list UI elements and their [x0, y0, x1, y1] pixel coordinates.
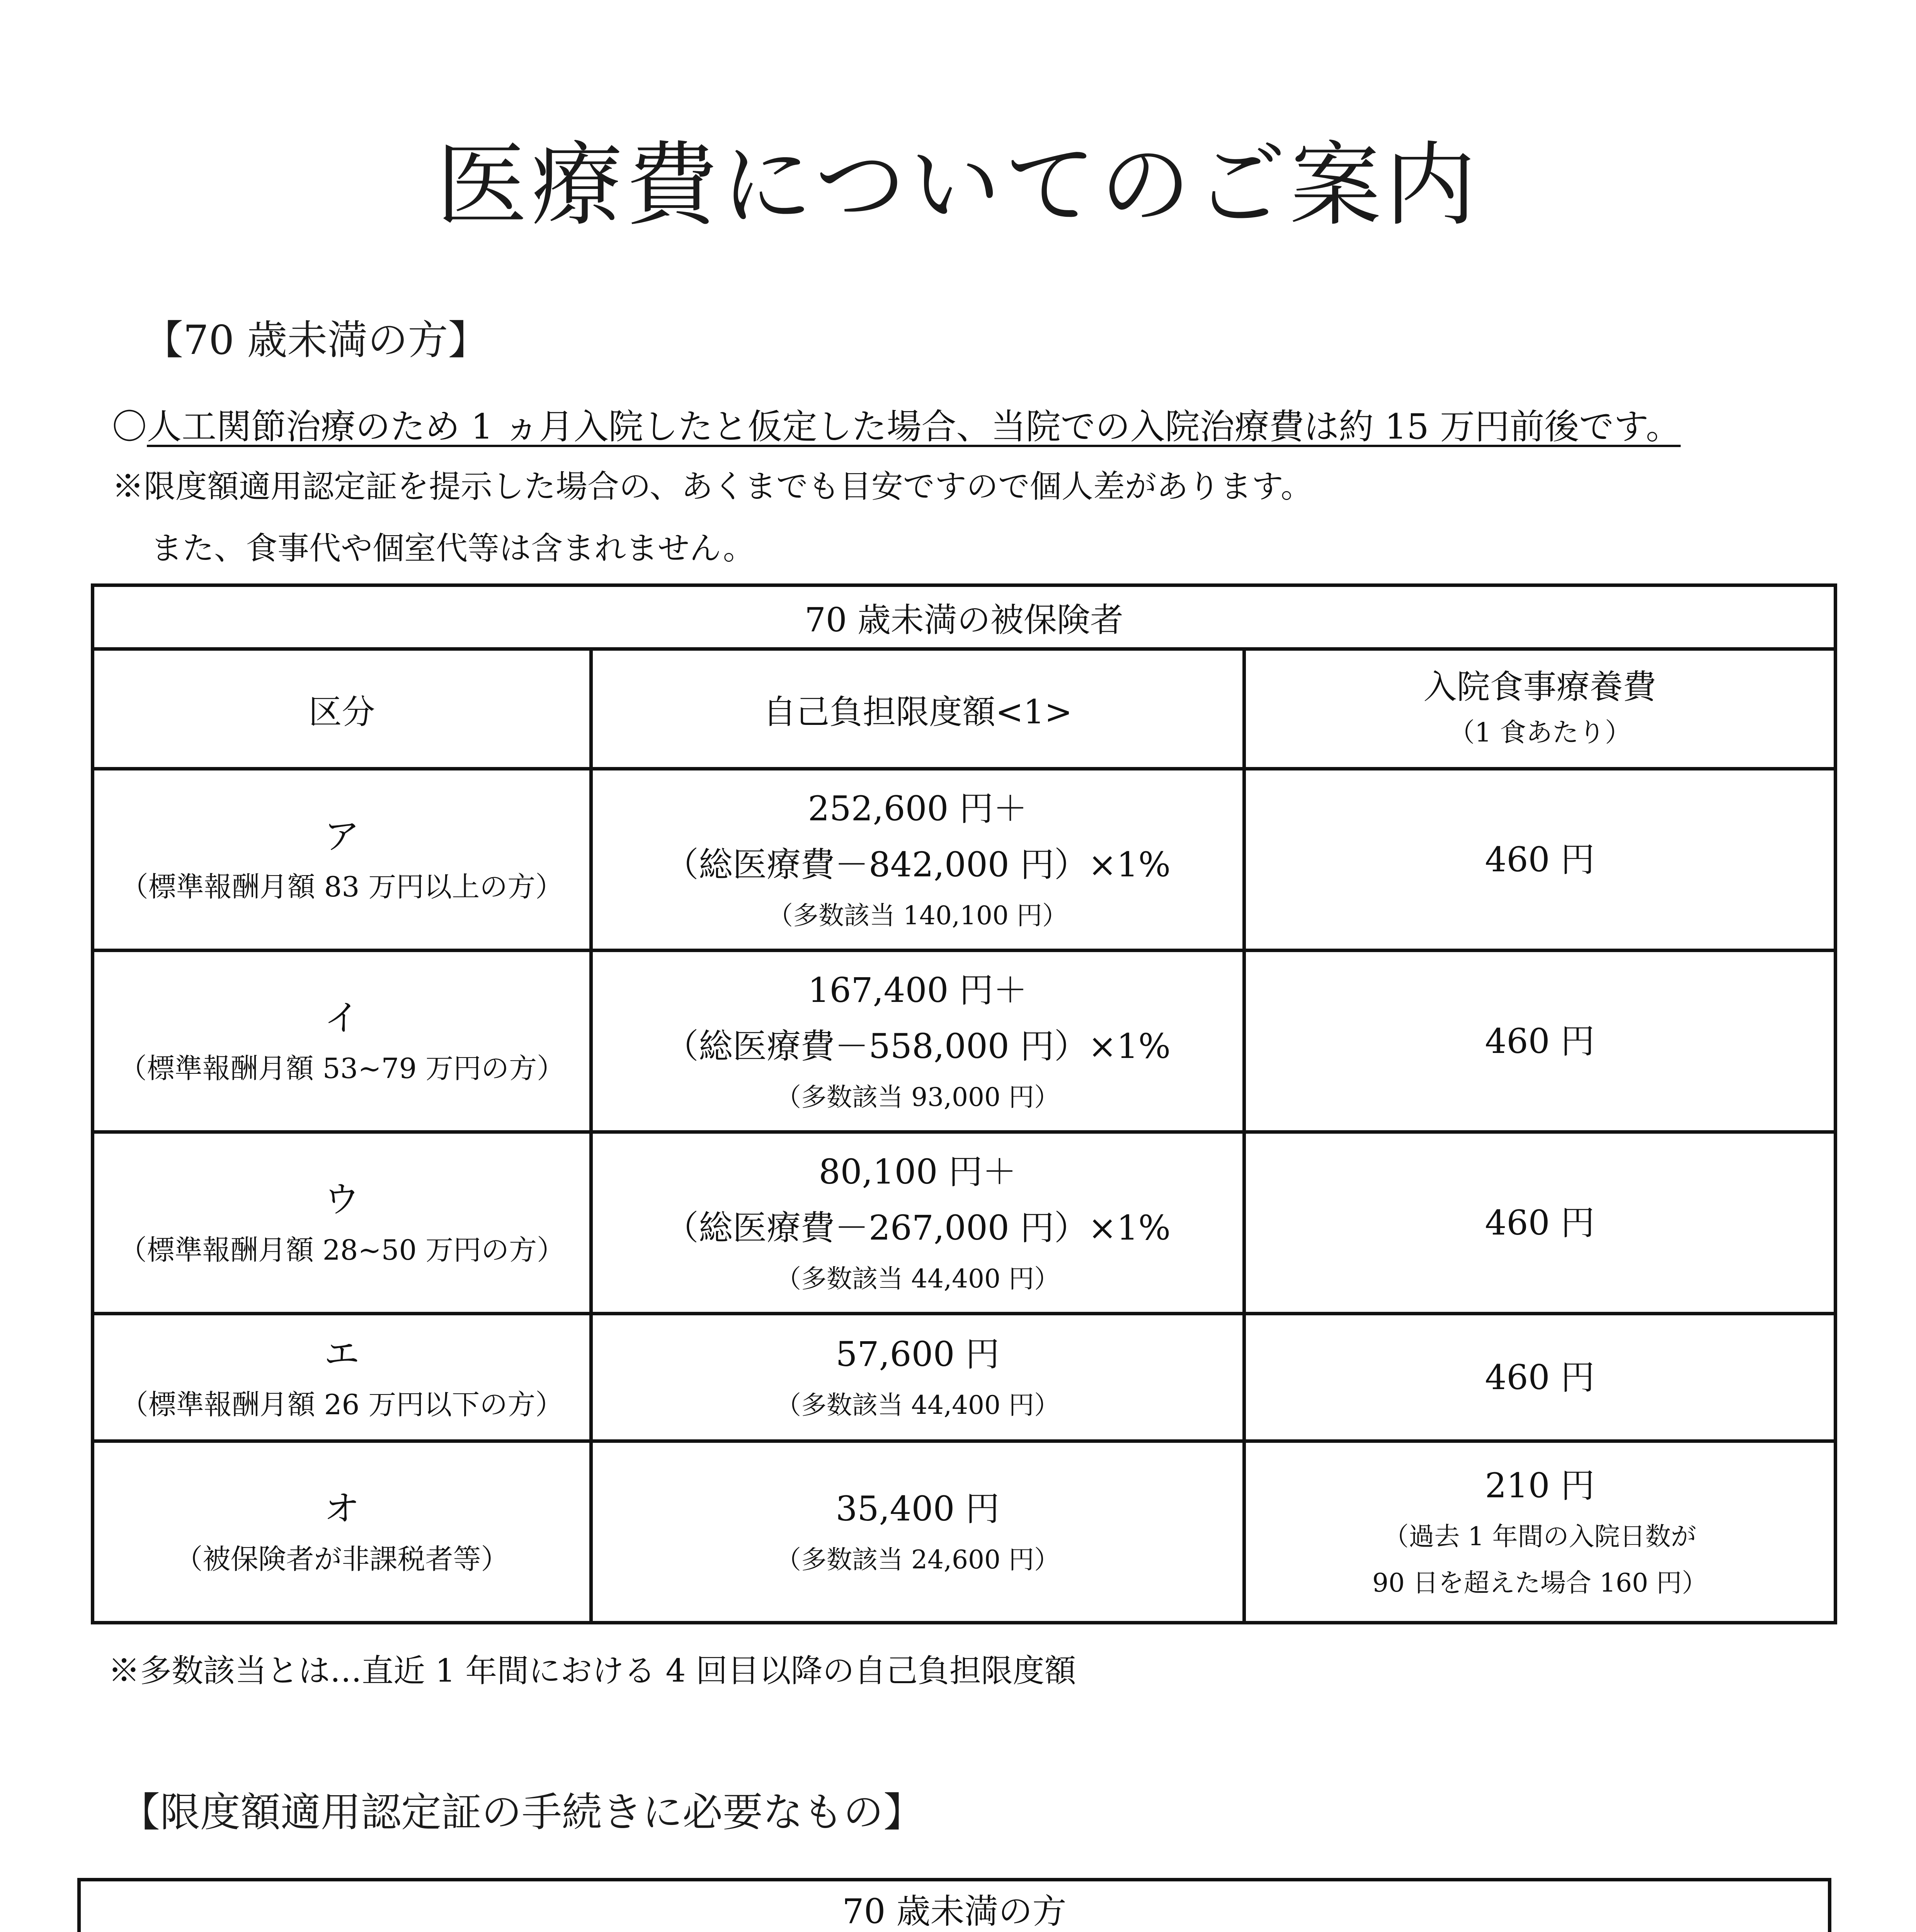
- limit-base: 252,600 円＋: [808, 788, 1028, 828]
- meal-cost: 460 円: [1244, 769, 1836, 951]
- meal-header-label: 入院食事療養費: [1423, 667, 1656, 706]
- limit-multiple: （多数該当 24,600 円）: [776, 1545, 1060, 1575]
- category-class: ア: [324, 815, 360, 857]
- limit-cell: [591, 1314, 1244, 1441]
- table-row: [93, 1441, 1836, 1623]
- category-cell: [93, 1314, 591, 1441]
- limit-multiple: （多数該当 44,400 円）: [776, 1390, 1060, 1420]
- section-heading-under-70: 【70 歳未満の方】: [143, 316, 488, 364]
- table-row: [93, 951, 1836, 1132]
- table-title: 70 歳未満の方: [79, 1880, 1830, 1932]
- meal-cost: 460 円: [1244, 1314, 1836, 1441]
- table-title: 70 歳未満の被保険者: [93, 585, 1836, 649]
- meal-cell: [1244, 1441, 1836, 1623]
- meal-cost: 460 円: [1244, 951, 1836, 1132]
- meal-cost: 210 円: [1485, 1466, 1595, 1505]
- category-note: （標準報酬月額 53~79 万円の方）: [119, 1052, 565, 1085]
- category-class: エ: [324, 1333, 360, 1375]
- category-note: （標準報酬月額 28~50 万円の方）: [119, 1233, 565, 1266]
- lead-underlined-text: 人工関節治療のため 1 ヵ月入院したと仮定した場合、当院での入院治療費は約 15 万円前後です。: [147, 406, 1681, 447]
- category-note: （標準報酬月額 26 万円以下の方）: [120, 1388, 563, 1421]
- category-cell: [93, 769, 591, 951]
- limit-base: 80,100 円＋: [818, 1151, 1017, 1192]
- column-header-row: [93, 649, 1836, 769]
- col-header-category: 区分: [93, 649, 591, 769]
- col-header-limit: 自己負担限度額<1>: [591, 649, 1244, 769]
- category-cell: [93, 1132, 591, 1314]
- category-class: オ: [324, 1488, 360, 1529]
- col-header-meal: [1244, 649, 1836, 769]
- meal-note-line2: 90 日を超えた場合 160 円）: [1372, 1568, 1707, 1598]
- procedure-table: [77, 1878, 1831, 1932]
- note-line-1: ※限度額適用認定証を提示した場合の、あくまでも目安ですので個人差があります。: [112, 468, 1313, 505]
- page-title: 医療費についてのご案内: [436, 132, 1480, 238]
- meal-cost: 460 円: [1244, 1132, 1836, 1314]
- limit-base: 167,400 円＋: [808, 970, 1028, 1010]
- lead-circle-mark: 〇: [112, 406, 147, 447]
- limit-formula: （総医療費－842,000 円）×1%: [664, 844, 1171, 884]
- category-note: （被保険者が非課税者等）: [175, 1543, 509, 1575]
- table-row: [93, 769, 1836, 951]
- multiple-footnote: ※多数該当とは…直近 1 年間における 4 回目以降の自己負担限度額: [108, 1653, 1076, 1689]
- table-header-row: [79, 1880, 1830, 1932]
- section-heading-procedure: 【限度額適用認定証の手続きに必要なもの】: [120, 1789, 924, 1836]
- category-note: （標準報酬月額 83 万円以上の方）: [120, 870, 563, 903]
- limit-formula: （総医療費－267,000 円）×1%: [664, 1208, 1171, 1248]
- lead-sentence: [112, 402, 1681, 452]
- limit-formula: （総医療費－558,000 円）×1%: [664, 1026, 1171, 1066]
- category-cell: [93, 951, 591, 1132]
- category-cell: [93, 1441, 591, 1623]
- table-row: [93, 1132, 1836, 1314]
- note-line-2: また、食事代や個室代等は含まれません。: [151, 530, 755, 567]
- limit-cell: [591, 951, 1244, 1132]
- table-header-row: [93, 585, 1836, 649]
- cost-limit-table: [91, 583, 1837, 1624]
- limit-cell: [591, 1441, 1244, 1623]
- meal-note-line1: （過去 1 年間の入院日数が: [1383, 1522, 1696, 1551]
- limit-cell: [591, 1132, 1244, 1314]
- limit-base: 57,600 円: [835, 1334, 1000, 1374]
- limit-multiple: （多数該当 140,100 円）: [767, 900, 1068, 930]
- limit-multiple: （多数該当 93,000 円）: [776, 1082, 1060, 1112]
- category-class: ウ: [324, 1179, 360, 1220]
- category-class: イ: [324, 997, 360, 1039]
- table-row: [93, 1314, 1836, 1441]
- limit-base: 35,400 円: [835, 1489, 1000, 1529]
- meal-header-sub: （1 食あたり）: [1448, 717, 1631, 748]
- limit-cell: [591, 769, 1244, 951]
- limit-multiple: （多数該当 44,400 円）: [776, 1264, 1060, 1294]
